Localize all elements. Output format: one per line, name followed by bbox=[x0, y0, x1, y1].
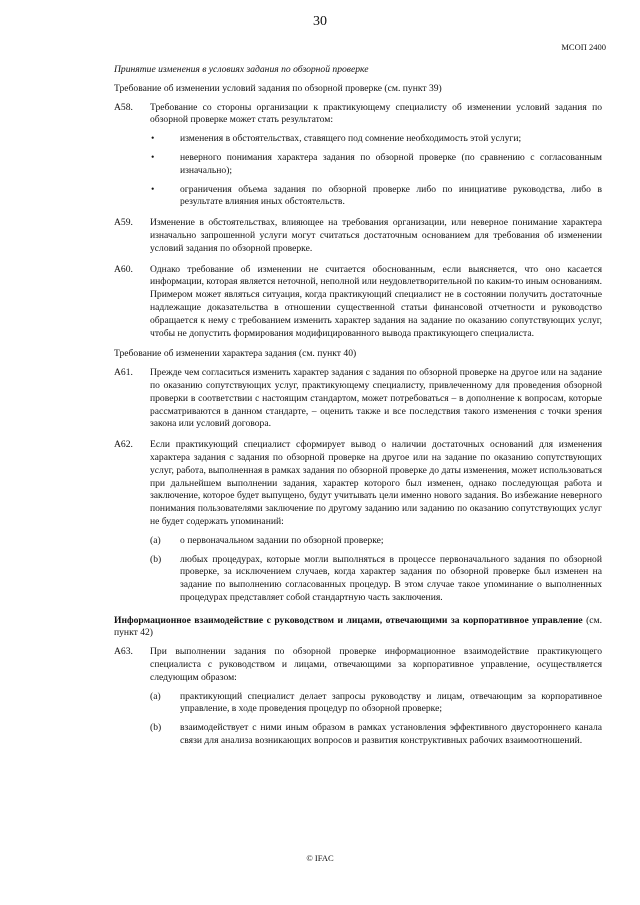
paragraph-text: При выполнении задания по обзорной проверке информационное взаимодействие практикующего специалиста с руководством и лицами, отвечающими за корпоративное управление, осуществляется следующим образом: bbox=[150, 646, 602, 683]
lettered-list bbox=[150, 691, 602, 748]
list-marker: (a) bbox=[150, 534, 161, 546]
section-heading-italic: Принятие изменения в условиях задания по обзорной проверке bbox=[114, 64, 369, 75]
paragraph-number: A60. bbox=[114, 263, 133, 275]
subheading-terms-change: Требование об изменении условий задания по обзорной проверке (см. пункт 39) bbox=[114, 82, 442, 94]
list-item: • неверного понимания характера задания по обзорной проверке (по сравнению с согласованным изначально); bbox=[151, 151, 602, 176]
list-item: (a) о первоначальном задании по обзорной проверке; bbox=[150, 534, 384, 546]
subheading-nature-change: Требование об изменении характера задания (см. пункт 40) bbox=[114, 348, 357, 360]
paragraph-a60 bbox=[114, 264, 602, 341]
list-item: (b) любых процедурах, которые могли выполняться в процессе первоначального задания по обзорной проверке, за исключением случаев, когда характер задания по обзорной проверке был изменен на задание по выполнению согласованных процедур. В этом случае такое упоминание о выполненных процедурах представляет собой стандартную часть заключения. bbox=[150, 553, 602, 603]
paragraph-a61 bbox=[114, 367, 602, 431]
page-content bbox=[114, 64, 602, 756]
list-item: • изменения в обстоятельствах, ставящего под сомнение необходимость этой услуги; bbox=[151, 133, 522, 145]
list-marker: (b) bbox=[150, 553, 162, 565]
section-heading-communication: Информационное взаимодействие с руководством и лицами, отвечающими за корпоративное управление (см. пункт 42) bbox=[114, 614, 602, 639]
list-marker: (b) bbox=[150, 722, 162, 734]
bullet-icon: • bbox=[151, 183, 155, 195]
list-item: (a) практикующий специалист делает запросы руководству и лицам, отвечающим за корпоративное управление, в ходе проведения процедур по обзорной проверке; bbox=[150, 690, 602, 715]
bullet-list bbox=[150, 133, 602, 209]
paragraph-a63 bbox=[114, 646, 602, 748]
footer-copyright: © IFAC bbox=[306, 853, 334, 863]
bullet-icon: • bbox=[151, 151, 155, 163]
paragraph-number: A63. bbox=[114, 646, 133, 658]
paragraph-text: Если практикующий специалист сформирует вывод о наличии достаточных оснований для изменения характера задания с задания по обзорной проверке на другое или на задание по оказанию сопутствующих услуг, работа, выполненная в рамках задания по обзорной проверке до даты изменения, может использоваться при дальнейшем выполнении задания, характер которого был изменен, однако последующая работа и заключение, которое будет выпущено, будут учитывать цели именно нового задания. Во избежание неверного понимания пользователями заключение по другому заданию или заданию по оказанию сопутствующих услуг не будет содержать упоминаний: bbox=[150, 439, 602, 527]
paragraph-text: Прежде чем согласиться изменить характер задания с задания по обзорной проверке на другое или на задание по оказанию сопутствующих услуг, практикующему специалисту, привлеченному для проведения обзорной проверки в соответствии с настоящим стандартом, может потребоваться – в дополнение к вопросам, которые рассматриваются в данном стандарте, – оценить также и все последствия такого изменения с точки зрения закона или условий договора. bbox=[150, 367, 602, 430]
page-number: 30 bbox=[313, 14, 327, 29]
paragraph-number: A62. bbox=[114, 439, 133, 451]
paragraph-number: A61. bbox=[114, 367, 133, 379]
paragraph-a58 bbox=[114, 102, 602, 210]
list-item: • ограничения объема задания по обзорной проверке либо по инициативе руководства, либо в результате влияния иных обстоятельств. bbox=[151, 183, 602, 208]
list-marker: (a) bbox=[150, 690, 161, 702]
paragraph-a62 bbox=[114, 439, 602, 605]
bullet-icon: • bbox=[151, 133, 155, 145]
paragraph-text: Требование со стороны организации к практикующему специалисту об изменении условий задания по обзорной проверке может стать результатом: bbox=[150, 101, 602, 126]
paragraph-text: Однако требование об изменении не считается обоснованным, если выясняется, что оно касается информации, которая является неточной, неполной или неудовлетворительной по каким-то иным основаниям. Примером может являться ситуация, когда практикующий специалист не в состоянии получить достаточные надлежащие доказательства в отношении существенной статьи финансовой отчетности и руководство обращается к нему с требованием изменить характер задания на задание по оказанию сопутствующих услуг, чтобы не допустить формирования модифицированного вывода практикующего специалиста. bbox=[150, 263, 602, 339]
list-item: (b) взаимодействует с ними иным образом в рамках установления эффективного двустороннего канала связи для анализа возникающих вопросов и развития конструктивных рабочих взаимоотношений. bbox=[150, 722, 602, 747]
standard-code: МСОП 2400 bbox=[561, 42, 606, 52]
lettered-list bbox=[150, 535, 602, 605]
paragraph-number: A58. bbox=[114, 101, 133, 113]
paragraph-text: Изменение в обстоятельствах, влияющее на требования организации, или неверное понимание характера изначально запрошенной услуги могут считаться достаточным основанием для требования об изменении условий задания по обзорной проверке. bbox=[150, 217, 602, 254]
paragraph-number: A59. bbox=[114, 217, 133, 229]
paragraph-a59 bbox=[114, 217, 602, 255]
